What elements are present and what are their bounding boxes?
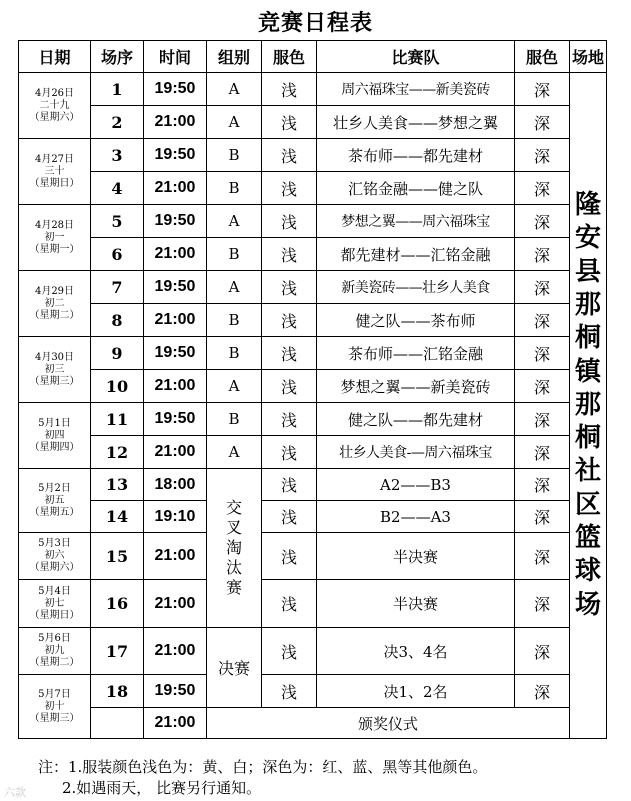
away-color: 深 — [515, 73, 570, 106]
home-color: 浅 — [262, 370, 317, 403]
date-lunar: 初四 — [44, 429, 65, 441]
away-color: 深 — [515, 271, 570, 304]
home-color: 浅 — [262, 469, 317, 501]
game-time: 21:00 — [144, 580, 207, 628]
game-time: 19:10 — [144, 501, 207, 533]
home-color: 浅 — [262, 106, 317, 139]
date-weekday: （星期日） — [29, 609, 80, 621]
venue-name: 隆安县那桐镇那桐社区篮球场 — [575, 190, 602, 620]
match-teams: 壮乡人美食——梦想之翼 — [317, 106, 515, 139]
match-teams: 健之队——都先建材 — [317, 403, 515, 436]
table-row — [19, 580, 607, 628]
date-cell — [19, 469, 91, 533]
game-group: A — [207, 271, 262, 304]
date-cell — [19, 139, 91, 205]
header-date: 日期 — [19, 41, 91, 73]
game-time: 19:50 — [144, 139, 207, 172]
home-color: 浅 — [262, 436, 317, 469]
home-color: 浅 — [262, 205, 317, 238]
game-no: 5 — [91, 205, 144, 238]
game-group: A — [207, 106, 262, 139]
game-group: A — [207, 73, 262, 106]
date-solar: 4月30日 — [34, 351, 75, 363]
game-time: 21:00 — [144, 106, 207, 139]
date-solar: 5月3日 — [38, 538, 71, 549]
game-no: 6 — [91, 238, 144, 271]
date-solar: 5月7日 — [38, 688, 71, 700]
table-row — [19, 708, 607, 739]
game-time: 21:00 — [144, 533, 207, 580]
date-solar: 4月26日 — [34, 87, 75, 99]
date-lunar: 初七 — [44, 597, 65, 609]
notes — [38, 757, 487, 799]
game-time: 18:00 — [144, 469, 207, 501]
match-teams: 梦想之翼——周六福珠宝 — [317, 205, 515, 238]
header-group: 组别 — [207, 41, 262, 73]
date-lunar: 初三 — [44, 363, 65, 375]
date-weekday: （星期五） — [29, 506, 80, 518]
home-color: 浅 — [262, 580, 317, 628]
game-time: 21:00 — [144, 238, 207, 271]
date-lunar: 二十九 — [39, 99, 70, 111]
game-time: 19:50 — [144, 337, 207, 370]
date-cell — [19, 628, 91, 675]
date-lunar: 初五 — [44, 494, 65, 506]
game-time: 19:50 — [144, 205, 207, 238]
date-weekday: （星期一） — [29, 243, 80, 255]
away-color: 深 — [515, 337, 570, 370]
header-game-no: 场序 — [91, 41, 144, 73]
away-color: 深 — [515, 304, 570, 337]
home-color: 浅 — [262, 172, 317, 205]
ceremony-time: 21:00 — [144, 708, 207, 739]
game-no: 17 — [91, 628, 144, 675]
home-color: 浅 — [262, 271, 317, 304]
game-no: 11 — [91, 403, 144, 436]
table-row — [19, 73, 607, 106]
date-lunar: 三十 — [44, 165, 65, 177]
date-weekday: （星期四） — [29, 441, 80, 453]
ceremony-label: 颁奖仪式 — [207, 708, 570, 739]
home-color: 浅 — [262, 628, 317, 675]
venue-cell — [570, 73, 607, 739]
game-time: 21:00 — [144, 436, 207, 469]
date-cell — [19, 675, 91, 739]
game-time: 19:50 — [144, 403, 207, 436]
table-row — [19, 139, 607, 172]
away-color: 深 — [515, 370, 570, 403]
table-row — [19, 403, 607, 436]
note-line-1: 注：1.服装颜色浅色为：黄、白；深色为：红、蓝、黑等其他颜色。 — [38, 758, 488, 776]
game-time: 21:00 — [144, 304, 207, 337]
round-final: 决赛 — [207, 628, 262, 708]
date-solar: 5月1日 — [38, 417, 71, 429]
away-color: 深 — [515, 675, 570, 708]
home-color: 浅 — [262, 403, 317, 436]
match-teams: 梦想之翼——新美瓷砖 — [317, 370, 515, 403]
away-color: 深 — [515, 580, 570, 628]
date-lunar: 初一 — [44, 231, 65, 243]
match-teams: B2——A3 — [317, 501, 515, 533]
game-no: 12 — [91, 436, 144, 469]
header-row — [19, 41, 607, 73]
round-knockout — [207, 469, 262, 628]
table-row — [19, 172, 607, 205]
date-lunar: 初十 — [44, 700, 65, 712]
date-weekday: （星期三） — [29, 712, 80, 724]
header-teams: 比赛队 — [317, 41, 515, 73]
game-group: B — [207, 172, 262, 205]
game-group: B — [207, 337, 262, 370]
table-row — [19, 628, 607, 675]
game-no: 1 — [91, 73, 144, 106]
away-color: 深 — [515, 238, 570, 271]
game-no: 15 — [91, 533, 144, 580]
date-cell — [19, 73, 91, 139]
date-solar: 4月28日 — [34, 219, 75, 231]
game-time: 21:00 — [144, 370, 207, 403]
game-no: 3 — [91, 139, 144, 172]
match-teams: 半决赛 — [317, 580, 515, 628]
game-group: A — [207, 205, 262, 238]
table-row — [19, 370, 607, 403]
date-solar: 5月6日 — [38, 633, 71, 644]
home-color: 浅 — [262, 139, 317, 172]
away-color: 深 — [515, 436, 570, 469]
match-teams: 茶布师——都先建材 — [317, 139, 515, 172]
game-no: 4 — [91, 172, 144, 205]
table-row — [19, 304, 607, 337]
table-row — [19, 501, 607, 533]
date-weekday: （星期二） — [29, 309, 80, 321]
table-row — [19, 533, 607, 580]
game-no: 8 — [91, 304, 144, 337]
round-knockout-label: 交叉淘汰赛 — [225, 498, 242, 597]
game-no: 2 — [91, 106, 144, 139]
game-no: 16 — [91, 580, 144, 628]
match-teams: 健之队——茶布师 — [317, 304, 515, 337]
away-color: 深 — [515, 106, 570, 139]
table-row — [19, 436, 607, 469]
game-time: 19:50 — [144, 271, 207, 304]
date-solar: 4月27日 — [34, 153, 75, 165]
home-color: 浅 — [262, 73, 317, 106]
game-group: B — [207, 304, 262, 337]
date-weekday: （星期六） — [29, 562, 80, 573]
away-color: 深 — [515, 403, 570, 436]
game-no: 10 — [91, 370, 144, 403]
date-lunar: 初九 — [44, 645, 65, 656]
game-group: B — [207, 139, 262, 172]
game-time: 19:50 — [144, 675, 207, 708]
game-group: B — [207, 238, 262, 271]
table-row — [19, 238, 607, 271]
date-weekday: （星期三） — [29, 375, 80, 387]
game-time: 21:00 — [144, 172, 207, 205]
match-teams: 新美瓷砖——壮乡人美食 — [317, 271, 515, 304]
away-color: 深 — [515, 628, 570, 675]
away-color: 深 — [515, 172, 570, 205]
match-teams: 茶布师——汇铭金融 — [317, 337, 515, 370]
date-cell — [19, 337, 91, 403]
watermark: 六款 — [4, 786, 26, 799]
match-teams: 决3、4名 — [317, 628, 515, 675]
game-no: 13 — [91, 469, 144, 501]
table-row — [19, 675, 607, 708]
match-teams: 半决赛 — [317, 533, 515, 580]
date-cell — [19, 271, 91, 337]
date-weekday: （星期二） — [29, 657, 80, 668]
date-weekday: （星期日） — [29, 177, 80, 189]
home-color: 浅 — [262, 337, 317, 370]
match-teams: 都先建材——汇铭金融 — [317, 238, 515, 271]
away-color: 深 — [515, 533, 570, 580]
table-row — [19, 337, 607, 370]
home-color: 浅 — [262, 533, 317, 580]
date-lunar: 初六 — [44, 550, 65, 561]
game-no: 7 — [91, 271, 144, 304]
date-solar: 4月29日 — [34, 285, 75, 297]
home-color: 浅 — [262, 501, 317, 533]
game-group: B — [207, 403, 262, 436]
date-weekday: （星期六） — [29, 111, 80, 123]
page-title: 竞赛日程表 — [257, 10, 373, 36]
date-cell — [19, 205, 91, 271]
date-cell — [19, 580, 91, 628]
header-time: 时间 — [144, 41, 207, 73]
table-row — [19, 469, 607, 501]
date-cell — [19, 533, 91, 580]
date-solar: 5月2日 — [38, 482, 71, 494]
date-solar: 5月4日 — [38, 585, 71, 597]
header-venue: 场地 — [570, 41, 607, 73]
table-row — [19, 106, 607, 139]
game-group: A — [207, 370, 262, 403]
table-row — [19, 271, 607, 304]
home-color: 浅 — [262, 304, 317, 337]
date-lunar: 初二 — [44, 297, 65, 309]
game-time: 21:00 — [144, 628, 207, 675]
game-time: 19:50 — [144, 73, 207, 106]
match-teams: 周六福珠宝——新美瓷砖 — [317, 73, 515, 106]
away-color: 深 — [515, 469, 570, 501]
header-color-home: 服色 — [262, 41, 317, 73]
table-row — [19, 205, 607, 238]
header-color-away: 服色 — [515, 41, 570, 73]
game-no-empty — [91, 708, 144, 739]
match-teams: 汇铭金融——健之队 — [317, 172, 515, 205]
match-teams: 壮乡人美食-—周六福珠宝 — [317, 436, 515, 469]
game-no: 18 — [91, 675, 144, 708]
schedule-table — [18, 40, 607, 739]
game-group: A — [207, 436, 262, 469]
away-color: 深 — [515, 139, 570, 172]
home-color: 浅 — [262, 238, 317, 271]
home-color: 浅 — [262, 675, 317, 708]
match-teams: A2——B3 — [317, 469, 515, 501]
note-line-2: 2.如遇雨天， 比赛另行通知。 — [62, 779, 262, 797]
match-teams: 决1、2名 — [317, 675, 515, 708]
game-no: 9 — [91, 337, 144, 370]
game-no: 14 — [91, 501, 144, 533]
date-cell — [19, 403, 91, 469]
away-color: 深 — [515, 205, 570, 238]
away-color: 深 — [515, 501, 570, 533]
